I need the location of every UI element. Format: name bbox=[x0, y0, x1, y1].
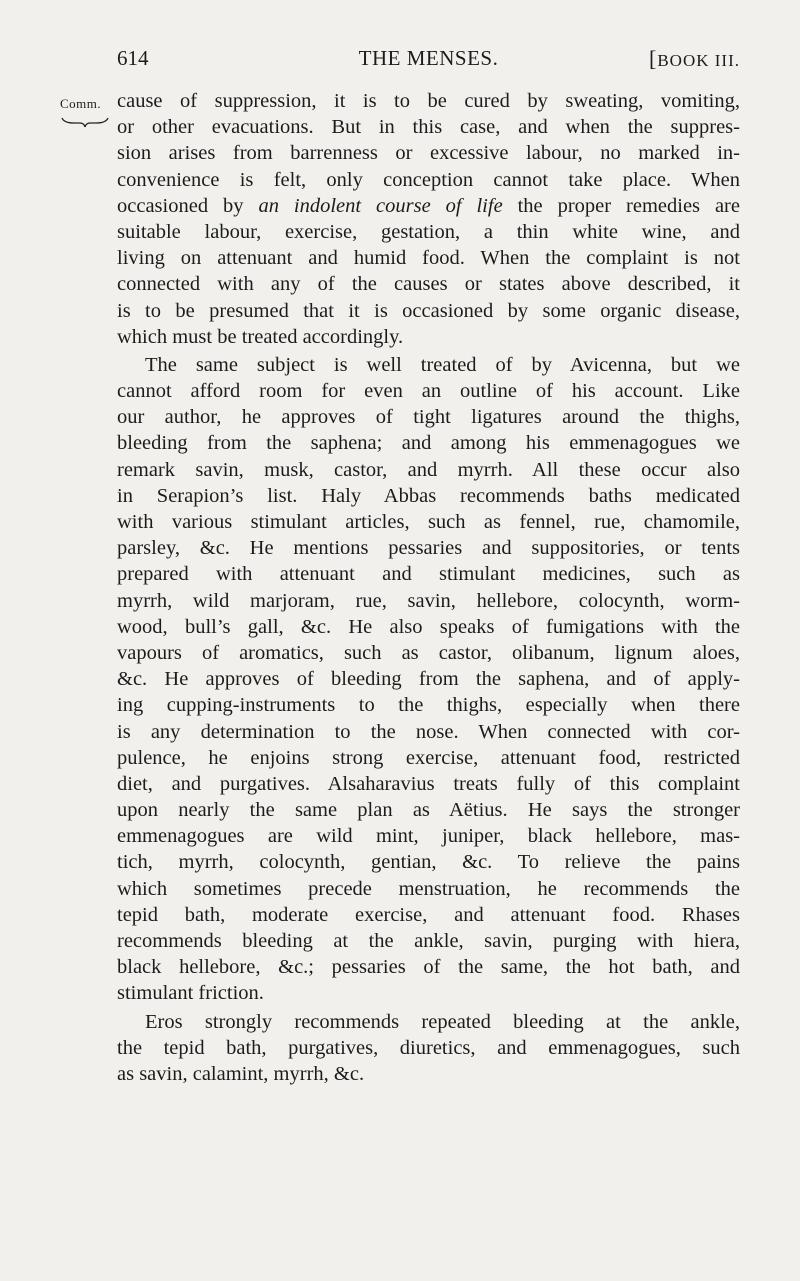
text-line: wood, bull’s gall, &c. He also speaks of fumigations with the bbox=[117, 615, 740, 638]
text-line: occasioned by an indolent course of life the proper remedies are bbox=[117, 194, 740, 217]
margin-note: Comm. bbox=[60, 96, 102, 111]
text-line: parsley, &c. He mentions pessaries and suppositories, or tents bbox=[117, 537, 740, 560]
page-number: 614 bbox=[117, 46, 149, 70]
text-line: is to be presumed that it is occasioned by some organic disease, bbox=[117, 299, 740, 322]
text-line: pulence, he enjoins strong exercise, attenuant food, restricted bbox=[117, 746, 740, 769]
text-line: remark savin, musk, castor, and myrrh. All these occur also bbox=[117, 458, 740, 481]
text-line: The same subject is well treated of by Avicenna, but we bbox=[145, 353, 740, 376]
text-line: connected with any of the causes or states above described, it bbox=[117, 273, 740, 296]
text-line: or other evacuations. But in this case, and when the suppres- bbox=[117, 116, 740, 139]
text-line: bleeding from the saphena; and among his emmenagogues we bbox=[117, 432, 740, 455]
text-line: recommends bleeding at the ankle, savin, purging with hiera, bbox=[117, 930, 740, 952]
text-line: stimulant friction. bbox=[117, 982, 264, 1005]
text-line: upon nearly the same plan as Aëtius. He says the stronger bbox=[117, 799, 740, 822]
text-line: in Serapion’s list. Haly Abbas recommends baths medicated bbox=[117, 484, 740, 507]
text-line: black hellebore, &c.; pessaries of the same, the hot bath, and bbox=[117, 956, 740, 979]
text-line: &c. He approves of bleeding from the saphena, and of apply- bbox=[117, 668, 740, 691]
text-line: cause of suppression, it is to be cured by sweating, vomiting, bbox=[117, 90, 740, 112]
paragraph bbox=[117, 88, 740, 350]
text-line: ing cupping-instruments to the thighs, especially when there bbox=[117, 694, 740, 717]
text-line: with various stimulant articles, such as fennel, rue, chamomile, bbox=[117, 511, 740, 533]
text-line: which sometimes precede menstruation, he recommends the bbox=[117, 877, 740, 900]
text-line: our author, he approves of tight ligatures around the thighs, bbox=[117, 406, 740, 429]
text-line: is any determination to the nose. When connected with cor- bbox=[117, 720, 740, 743]
margin-brace-icon bbox=[60, 116, 110, 128]
book-bracket: [ bbox=[649, 46, 658, 71]
text-line: sion arises from barrenness or excessive labour, no marked in- bbox=[117, 142, 740, 165]
italic-phrase: an indolent course of life bbox=[258, 194, 503, 217]
text-line: which must be treated accordingly. bbox=[117, 325, 404, 348]
text-line: the tepid bath, purgatives, diuretics, and emmenagogues, such bbox=[117, 1036, 740, 1059]
text-line: living on attenuant and humid food. When the complaint is not bbox=[117, 247, 740, 270]
book-label bbox=[649, 46, 740, 72]
text-line: tich, myrrh, colocynth, gentian, &c. To relieve the pains bbox=[117, 851, 740, 874]
text-line: prepared with attenuant and stimulant medicines, such as bbox=[117, 563, 740, 586]
text-line: myrrh, wild marjoram, rue, savin, hellebore, colocynth, worm- bbox=[117, 589, 740, 612]
text-line: emmenagogues are wild mint, juniper, black hellebore, mas- bbox=[117, 825, 740, 848]
body-text bbox=[117, 88, 740, 1087]
running-header bbox=[117, 46, 740, 76]
text-line: as savin, calamint, myrrh, &c. bbox=[117, 1062, 365, 1085]
paragraph bbox=[117, 1009, 740, 1088]
text-line: diet, and purgatives. Alsaharavius treats fully of this complaint bbox=[117, 772, 740, 795]
text-line: cannot afford room for even an outline of his account. Like bbox=[117, 380, 740, 403]
text-line: vapours of aromatics, such as castor, olibanum, lignum aloes, bbox=[117, 641, 740, 664]
paragraph bbox=[117, 352, 740, 1007]
text-line: tepid bath, moderate exercise, and attenuant food. Rhases bbox=[117, 903, 740, 926]
book-label-text: BOOK III. bbox=[657, 51, 740, 70]
text-line: Eros strongly recommends repeated bleeding at the ankle, bbox=[145, 1010, 740, 1033]
text-line: suitable labour, exercise, gestation, a thin white wine, and bbox=[117, 220, 740, 243]
text-line: convenience is felt, only conception cannot take place. When bbox=[117, 168, 740, 191]
running-title: THE MENSES. bbox=[358, 46, 499, 70]
